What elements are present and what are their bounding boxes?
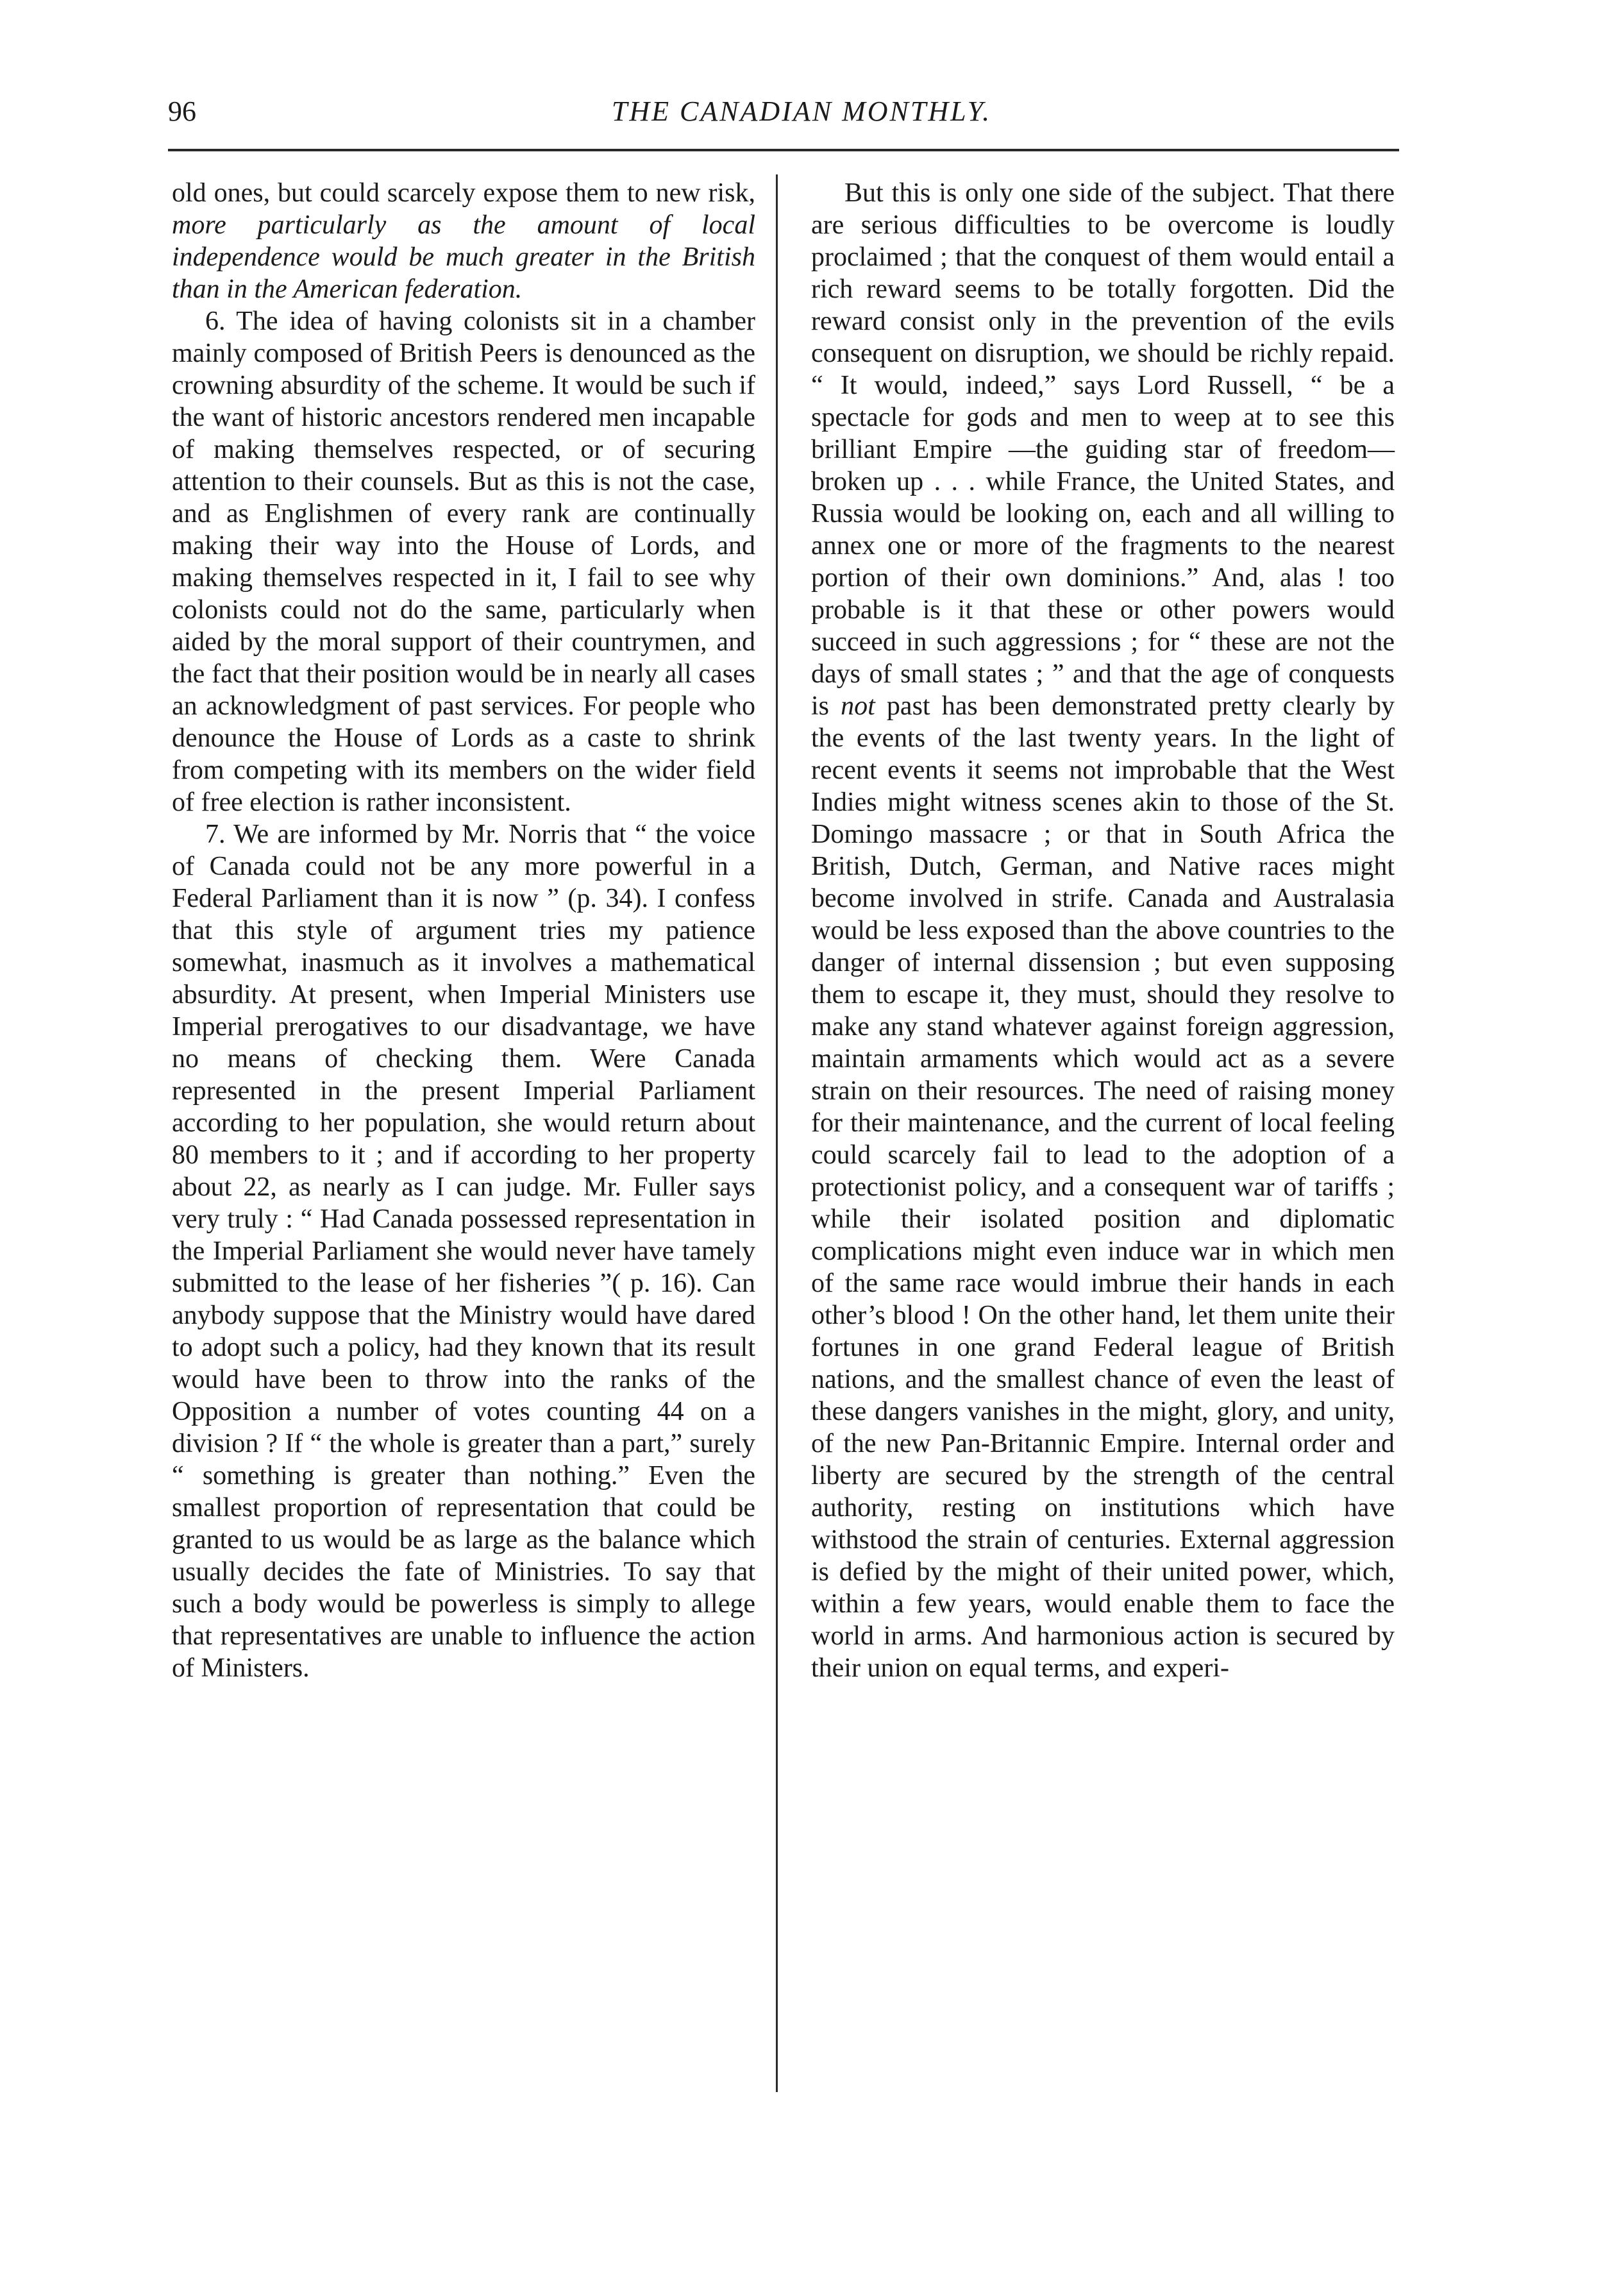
paragraph-7: 7. We are informed by Mr. Norris that “ the voice of Canada could not be any more powerful in a Federal Parliament than it is now ” (p. 34). I confess that this style of argument tries my patience somewhat, inasmuch as it involves a mathematical absurdity. At present, when Imperial Ministers use Imperial prerogatives to our disadvantage, we have no means of checking them. Were Canada represented in the present Imperial Parliament according to her population, she would return about 80 members to it ; and if according to her property about 22, as nearly as I can judge. Mr. Fuller says very truly : “ Had Canada possessed representation in the Imperial Parliament she would never have tamely submitted to the lease of her fisheries ”( p. 16). Can anybody suppose that the Ministry would have dared to adopt such a policy, had they known that its result would have been to throw into the ranks of the Opposition a number of votes counting 44 on a division ? If “ the whole is greater than a part,” surely “ something is greater than nothing.” Even the smallest proportion of representation that could be granted to us would be as large as the balance which usually decides the fate of Ministries. To say that such a body would be powerless is simply to allege that representatives are unable to influence the action of Ministers. xyxy=(172,820,755,1683)
paragraph-other-side xyxy=(811,177,1395,1684)
page-number: 96 xyxy=(168,96,196,127)
paragraph-text: past has been demonstrated pretty clearly by the events of the last twenty years. In the light of recent events it seems not improbable that the West Indies might witness scenes akin to those of the St. Domingo massacre ; or that in South Africa the British, Dutch, German, and Native races might become involved in strife. Canada and Australasia would be less exposed than the above countries to the danger of internal dissension ; but even supposing them to escape it, they must, should they resolve to make any stand whatever against foreign aggression, maintain armaments which would act as a severe strain on their resources. The need of raising money for their maintenance, and the current of local feeling could scarcely fail to lead to the adoption of a protectionist policy, and a consequent war of tariffs ; while their isolated position and diplomatic complications might even induce war in which men of the same race would imbrue their hands in each other’s blood ! On the other hand, let them unite their fortunes in one grand Federal league of British nations, and the smallest chance of even the least of these dangers vanishes in the might, glory, and unity, of the new Pan-Britannic Empire. Internal order and liberty are secured by the strength of the central authority, resting on institutions which have withstood the strain of centuries. External aggression is defied by the might of their united power, which, within a few years, would enable them to face the world in arms. And harmonious action is secured by their union on equal terms, and experi- xyxy=(811,691,1395,1683)
paragraph-text: old ones, but could scarcely expose them to new risk, xyxy=(172,178,755,208)
paragraph-continuation xyxy=(172,177,755,305)
italic-emphasis: not xyxy=(841,691,875,721)
paragraph-6: 6. The idea of having colonists sit in a chamber mainly composed of British Peers is denounced as the crowning absurdity of the scheme. It would be such if the want of historic ancestors rendered men incapable of making themselves respected, or of securing attention to their counsels. But as this is not the case, and as Englishmen of every rank are continually making their way into the House of Lords, and making themselves respected in it, I fail to see why colonists could not do the same, particularly when aided by the moral support of their countrymen, and the fact that their position would be in nearly all cases an acknowledgment of past services. For people who denounce the House of Lords as a caste to shrink from competing with its members on the wider field of free election is rather inconsistent. xyxy=(172,307,755,817)
left-column xyxy=(172,177,755,1684)
column-divider xyxy=(776,174,778,2092)
paragraph-text: But this is only one side of the subject. That there are serious difficulties to be overcome is loudly proclaimed ; that the conquest of them would entail a rich reward seems to be totally forgotten. Did the reward consist only in the prevention of the evils consequent on disruption, we should be richly repaid. “ It would, indeed,” says Lord Russell, “ be a spectacle for gods and men to weep at to see this brilliant Empire —the guiding star of freedom—broken up . . . while France, the United States, and Russia would be looking on, each and all willing to annex one or more of the fragments to the nearest portion of their own dominions.” And, alas ! too probable is it that these or other powers would succeed in such aggressions ; for “ these are not the days of small states ; ” and that the age of conquests is xyxy=(811,178,1395,721)
italic-emphasis: more particularly as the amount of local independence would be much greater in the British than in the American federation. xyxy=(172,210,755,304)
running-head: THE CANADIAN MONTHLY. xyxy=(611,96,992,127)
right-column xyxy=(811,177,1395,1684)
header-rule xyxy=(168,149,1399,151)
